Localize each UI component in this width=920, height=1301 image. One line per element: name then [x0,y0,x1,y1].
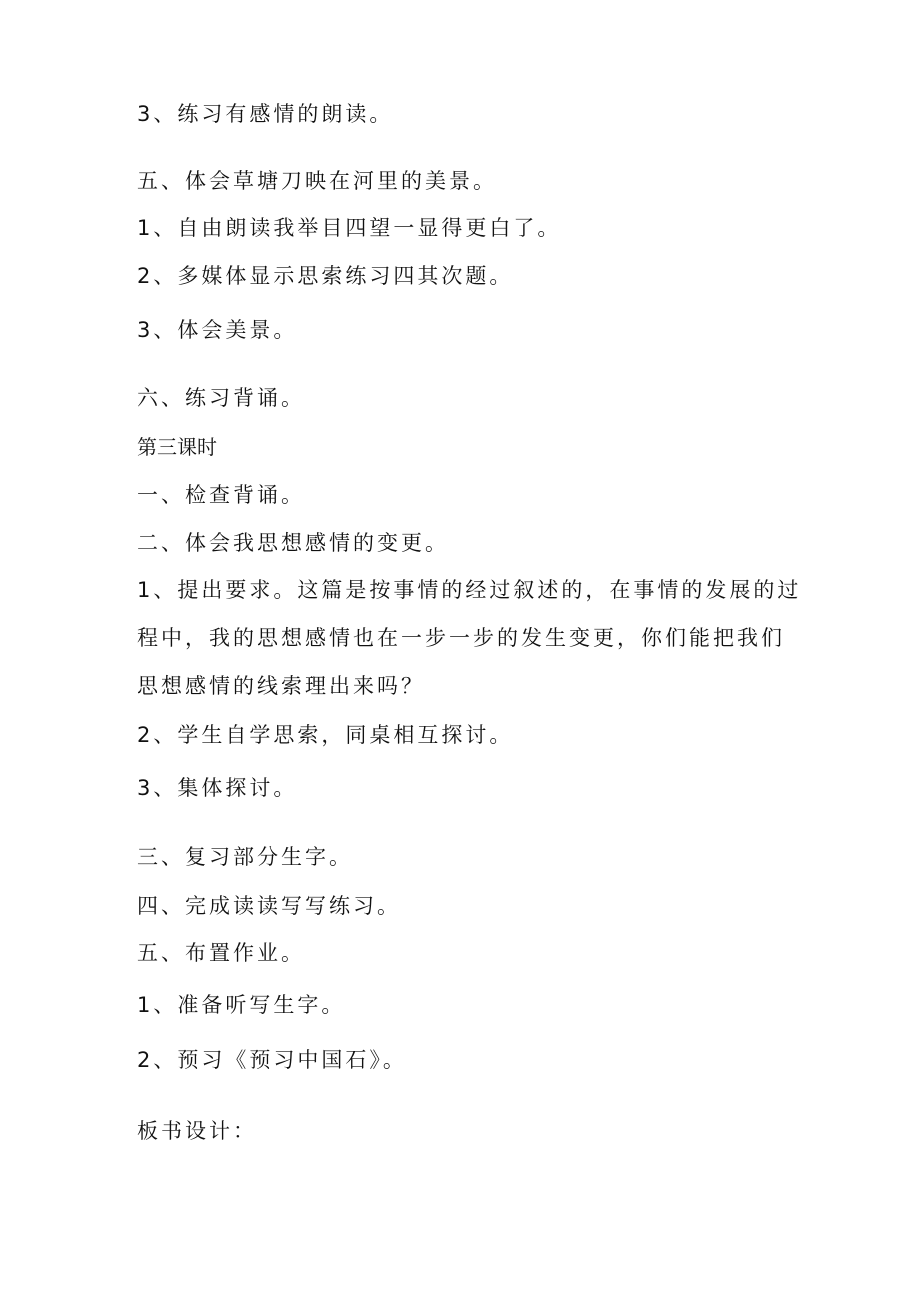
section-heading: 五、布置作业。 [137,941,305,965]
text-line: 2、多媒体显示思索练习四其次题。 [137,264,514,288]
text-line: 1、自由朗读我举目四望一显得更白了。 [137,216,562,240]
lesson-title: 第三课时 [137,435,217,459]
section-heading: 六、练习背诵。 [137,386,305,410]
section-heading: 四、完成读读写写练习。 [137,894,401,918]
text-line: 3、练习有感情的朗读。 [137,102,394,126]
text-line: 2、学生自学思索，同桌相互探讨。 [137,723,514,747]
section-heading: 一、检查背诵。 [137,483,305,507]
text-line: 1、提出要求。这篇是按事情的经过叙述的，在事情的发展的过 [137,578,802,602]
section-heading: 五、体会草塘刀映在河里的美景。 [137,169,497,193]
text-line: 3、体会美景。 [137,318,298,342]
text-line: 3、集体探讨。 [137,776,298,800]
text-line: 1、准备听写生字。 [137,993,346,1017]
section-heading: 二、体会我思想感情的变更。 [137,531,449,555]
text-line: 思想感情的线索理出来吗？ [137,674,425,698]
section-heading: 板书设计： [137,1119,257,1143]
section-heading: 三、复习部分生字。 [137,845,353,869]
text-line: 2、预习《预习中国石》。 [137,1048,407,1072]
text-line: 程中，我的思想感情也在一步一步的发生变更，你们能把我们 [137,626,785,650]
